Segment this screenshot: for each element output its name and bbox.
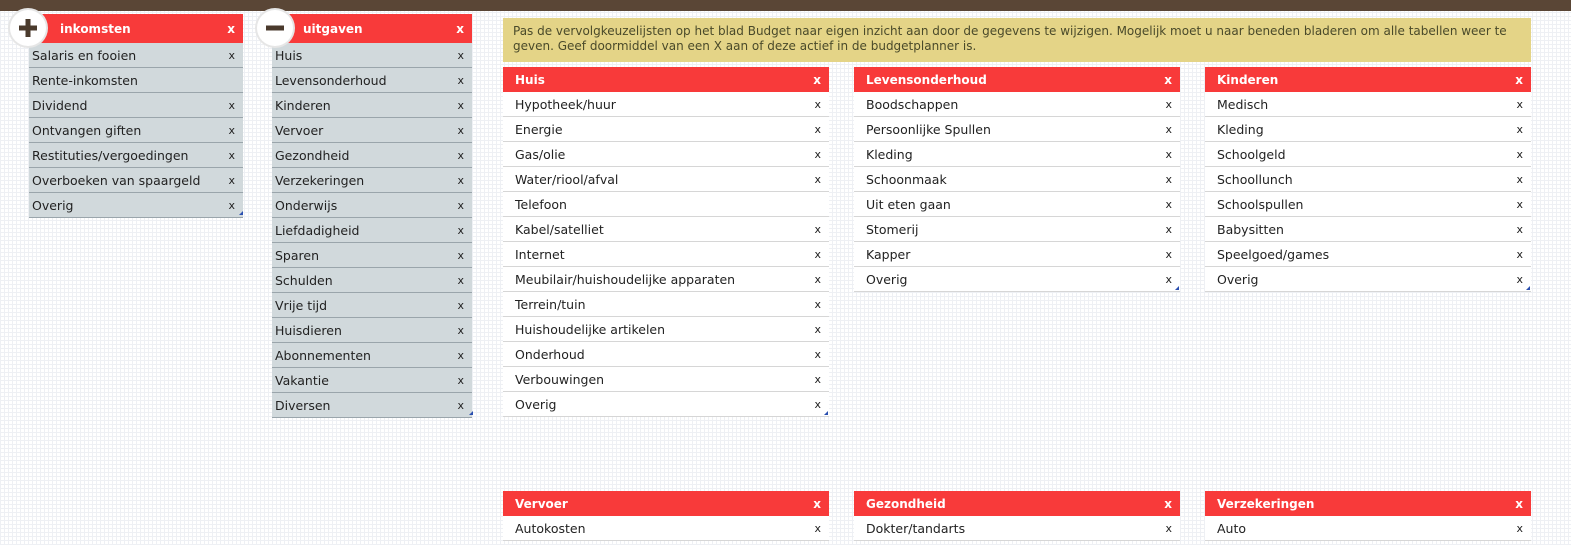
list-item[interactable] [29,143,243,168]
inkomsten-title: inkomsten [60,21,131,36]
list-item-label[interactable]: Abonnementen [275,347,371,363]
list-item[interactable] [503,142,829,167]
active-mark[interactable]: x [457,373,464,387]
list-item[interactable] [1205,516,1531,541]
inkomsten-rows [29,43,243,218]
list-item[interactable] [272,193,472,218]
list-item[interactable] [1205,242,1531,267]
list-item[interactable] [854,217,1180,242]
inkomsten-header [29,14,243,43]
active-mark[interactable]: x [457,198,464,212]
list-item-label[interactable]: Schoollunch [1217,171,1293,187]
active-mark[interactable]: x [457,173,464,187]
active-mark[interactable]: x [814,521,821,535]
verzekeringen-table [1205,491,1531,541]
list-item-label[interactable]: Schoonmaak [866,171,947,187]
kinderen-title: Kinderen [1217,72,1279,87]
vervoer-rows [503,516,829,541]
active-mark[interactable]: x [814,222,821,236]
active-mark[interactable]: x [1165,247,1172,261]
list-item[interactable] [272,118,472,143]
active-mark[interactable]: x [814,122,821,136]
active-mark[interactable]: x [1516,272,1523,286]
list-item[interactable] [503,192,829,217]
active-mark[interactable]: x [457,48,464,62]
active-mark[interactable]: x [457,248,464,262]
list-item[interactable] [272,293,472,318]
huis-close-mark[interactable]: x [813,72,821,87]
uitgaven-close-mark[interactable]: x [456,21,464,36]
list-item-label[interactable]: Stomerij [866,221,919,237]
list-item[interactable] [272,43,472,68]
list-item[interactable] [272,268,472,293]
resize-handle[interactable] [469,411,473,415]
list-item-label[interactable]: Water/riool/afval [515,171,619,187]
list-item-label[interactable]: Rente-inkomsten [32,72,138,88]
uitgaven-header [272,14,472,43]
inkomsten-close-mark[interactable]: x [227,21,235,36]
list-item-label[interactable]: Levensonderhoud [275,72,387,88]
list-item-label[interactable]: Dokter/tandarts [866,520,966,536]
resize-handle[interactable] [1526,286,1530,290]
list-item-label[interactable]: Energie [515,121,563,137]
list-item[interactable] [272,393,472,418]
active-mark[interactable]: x [457,398,464,412]
list-item[interactable] [272,168,472,193]
list-item[interactable] [1205,192,1531,217]
active-mark[interactable]: x [1165,222,1172,236]
list-item[interactable] [1205,142,1531,167]
active-mark[interactable]: x [814,247,821,261]
active-mark[interactable]: x [814,272,821,286]
list-item[interactable] [1205,267,1531,292]
list-item[interactable] [503,367,829,392]
list-item[interactable] [503,392,829,417]
list-item[interactable] [1205,217,1531,242]
verzekeringen-header [1205,491,1531,516]
list-item-label[interactable]: Sparen [275,247,320,263]
list-item-label[interactable]: Autokosten [515,520,586,536]
list-item-label[interactable]: Kleding [1217,121,1264,137]
list-item-label[interactable]: Meubilair/huishoudelijke apparaten [515,271,736,287]
top-bar [0,0,1571,11]
huis-header [503,67,829,92]
active-mark[interactable]: x [1516,247,1523,261]
active-mark[interactable]: x [228,198,235,212]
active-mark[interactable]: x [814,297,821,311]
list-item[interactable] [854,516,1180,541]
verzekeringen-rows [1205,516,1531,541]
resize-handle[interactable] [239,211,243,215]
list-item-label[interactable]: Verzekeringen [275,172,365,188]
active-mark[interactable]: x [814,322,821,336]
list-item[interactable] [272,243,472,268]
list-item-label[interactable]: Hypotheek/huur [515,96,616,112]
active-mark[interactable]: x [1516,97,1523,111]
list-item-label[interactable]: Huishoudelijke artikelen [515,321,666,337]
list-item-label[interactable]: Gezondheid [275,147,350,163]
list-item[interactable] [503,292,829,317]
list-item[interactable] [854,267,1180,292]
list-item[interactable] [503,217,829,242]
levensonderhoud-header [854,67,1180,92]
list-item-label[interactable]: Salaris en fooien [32,47,137,63]
active-mark[interactable]: x [457,123,464,137]
active-mark[interactable]: x [1516,197,1523,211]
list-item[interactable] [503,267,829,292]
uitgaven-table [272,14,472,418]
verzekeringen-title: Verzekeringen [1217,496,1315,511]
huis-title: Huis [515,72,545,87]
active-mark[interactable]: x [1516,147,1523,161]
list-item[interactable] [1205,117,1531,142]
list-item-label[interactable]: Terrein/tuin [515,296,586,312]
active-mark[interactable]: x [457,148,464,162]
list-item-label[interactable]: Babysitten [1217,221,1284,237]
plus-icon [10,10,46,46]
list-item[interactable] [272,218,472,243]
list-item[interactable] [503,516,829,541]
list-item[interactable] [503,342,829,367]
active-mark[interactable]: x [1516,122,1523,136]
list-item[interactable] [272,368,472,393]
list-item[interactable] [272,343,472,368]
list-item-label[interactable]: Verbouwingen [515,371,605,387]
inkomsten-table [29,14,243,218]
list-item[interactable] [29,168,243,193]
list-item-label[interactable]: Kinderen [275,97,331,113]
kinderen-rows [1205,92,1531,292]
list-item-label[interactable]: Boodschappen [866,96,959,112]
vervoer-title: Vervoer [515,496,568,511]
list-item[interactable] [29,193,243,218]
list-item[interactable] [29,118,243,143]
kinderen-close-mark[interactable]: x [1515,72,1523,87]
list-item-label[interactable]: Telefoon [515,196,567,212]
active-mark[interactable]: x [1165,97,1172,111]
active-mark[interactable]: x [814,172,821,186]
list-item-label[interactable]: Diversen [275,397,331,413]
list-item-label[interactable]: Internet [515,246,565,262]
list-item[interactable] [854,242,1180,267]
active-mark[interactable]: x [1165,272,1172,286]
list-item-label[interactable]: Huis [275,47,303,63]
list-item-label[interactable]: Medisch [1217,96,1269,112]
active-mark[interactable]: x [228,173,235,187]
resize-handle[interactable] [1175,286,1179,290]
list-item-label[interactable]: Schoolspullen [1217,196,1304,212]
list-item-label[interactable]: Liefdadigheid [275,222,360,238]
list-item-label[interactable]: Dividend [32,97,88,113]
levensonderhoud-table [854,67,1180,292]
list-item-label[interactable]: Onderwijs [275,197,338,213]
vervoer-header [503,491,829,516]
active-mark[interactable]: x [1165,147,1172,161]
active-mark[interactable]: x [1165,197,1172,211]
list-item[interactable] [854,92,1180,117]
list-item-label[interactable]: Restituties/vergoedingen [32,147,189,163]
resize-handle[interactable] [824,411,828,415]
minus-icon [257,10,293,46]
list-item[interactable] [503,92,829,117]
huis-table [503,67,829,417]
active-mark[interactable]: x [457,223,464,237]
levensonderhoud-rows [854,92,1180,292]
list-item-label[interactable]: Gas/olie [515,146,566,162]
list-item[interactable] [29,43,243,68]
list-item-label[interactable]: Vervoer [275,122,324,138]
active-mark[interactable]: x [1165,521,1172,535]
active-mark[interactable]: x [457,273,464,287]
vervoer-table [503,491,829,541]
list-item-label[interactable]: Overig [32,197,74,213]
list-item[interactable] [503,117,829,142]
list-item[interactable] [1205,92,1531,117]
levensonderhoud-close-mark[interactable]: x [1164,72,1172,87]
gezondheid-close-mark[interactable]: x [1164,496,1172,511]
list-item-label[interactable]: Vakantie [275,372,329,388]
uitgaven-title: uitgaven [303,21,363,36]
active-mark[interactable]: x [228,148,235,162]
active-mark[interactable]: x [814,147,821,161]
list-item-label[interactable]: Schulden [275,272,333,288]
list-item-label[interactable]: Auto [1217,520,1247,536]
huis-rows [503,92,829,417]
active-mark[interactable]: x [457,323,464,337]
list-item[interactable] [503,242,829,267]
active-mark[interactable]: x [457,98,464,112]
active-mark[interactable]: x [1516,172,1523,186]
active-mark[interactable]: x [1516,521,1523,535]
instruction-note: Pas de vervolgkeuzelijsten op het blad Budget naar eigen inzicht aan door de gegevens te wijzigen. Mogelijk moet u naar beneden bladeren om alle tabellen weer te geven. Geef doormiddel van een X aan of deze actief in de budgetplanner is. [503,18,1531,62]
kinderen-header [1205,67,1531,92]
active-mark[interactable]: x [457,73,464,87]
list-item[interactable] [503,167,829,192]
list-item-label[interactable]: Persoonlijke Spullen [866,121,991,137]
list-item-label[interactable]: Overig [1217,271,1259,287]
list-item-label[interactable]: Kleding [866,146,913,162]
list-item[interactable] [29,68,243,93]
levensonderhoud-title: Levensonderhoud [866,72,987,87]
list-item-label[interactable]: Schoolgeld [1217,146,1286,162]
active-mark[interactable]: x [228,98,235,112]
active-mark[interactable]: x [457,298,464,312]
list-item[interactable] [272,93,472,118]
list-item[interactable] [854,167,1180,192]
list-item-label[interactable]: Overig [866,271,908,287]
list-item-label[interactable]: Vrije tijd [275,297,328,313]
active-mark[interactable]: x [814,97,821,111]
list-item[interactable] [854,117,1180,142]
list-item[interactable] [29,93,243,118]
list-item[interactable] [854,192,1180,217]
gezondheid-rows [854,516,1180,541]
list-item-label[interactable]: Huisdieren [275,322,342,338]
active-mark[interactable]: x [228,48,235,62]
active-mark[interactable]: x [814,372,821,386]
vervoer-close-mark[interactable]: x [813,496,821,511]
list-item-label[interactable]: Ontvangen giften [32,122,142,138]
list-item[interactable] [272,143,472,168]
list-item-label[interactable]: Overig [515,396,557,412]
list-item[interactable] [503,317,829,342]
list-item-label[interactable]: Overboeken van spaargeld [32,172,201,188]
list-item-label[interactable]: Uit eten gaan [866,196,951,212]
list-item[interactable] [272,318,472,343]
active-mark[interactable]: x [1516,222,1523,236]
list-item-label[interactable]: Kapper [866,246,911,262]
active-mark[interactable]: x [228,123,235,137]
active-mark[interactable]: x [1165,172,1172,186]
gezondheid-title: Gezondheid [866,496,946,511]
gezondheid-table [854,491,1180,541]
list-item-label[interactable]: Onderhoud [515,346,585,362]
active-mark[interactable]: x [814,397,821,411]
verzekeringen-close-mark[interactable]: x [1515,496,1523,511]
list-item[interactable] [272,68,472,93]
active-mark[interactable]: x [1165,122,1172,136]
list-item[interactable] [854,142,1180,167]
list-item-label[interactable]: Speelgoed/games [1217,246,1330,262]
kinderen-table [1205,67,1531,292]
uitgaven-rows [272,43,472,418]
list-item[interactable] [1205,167,1531,192]
gezondheid-header [854,491,1180,516]
active-mark[interactable]: x [814,347,821,361]
active-mark[interactable]: x [457,348,464,362]
list-item-label[interactable]: Kabel/satelliet [515,221,604,237]
